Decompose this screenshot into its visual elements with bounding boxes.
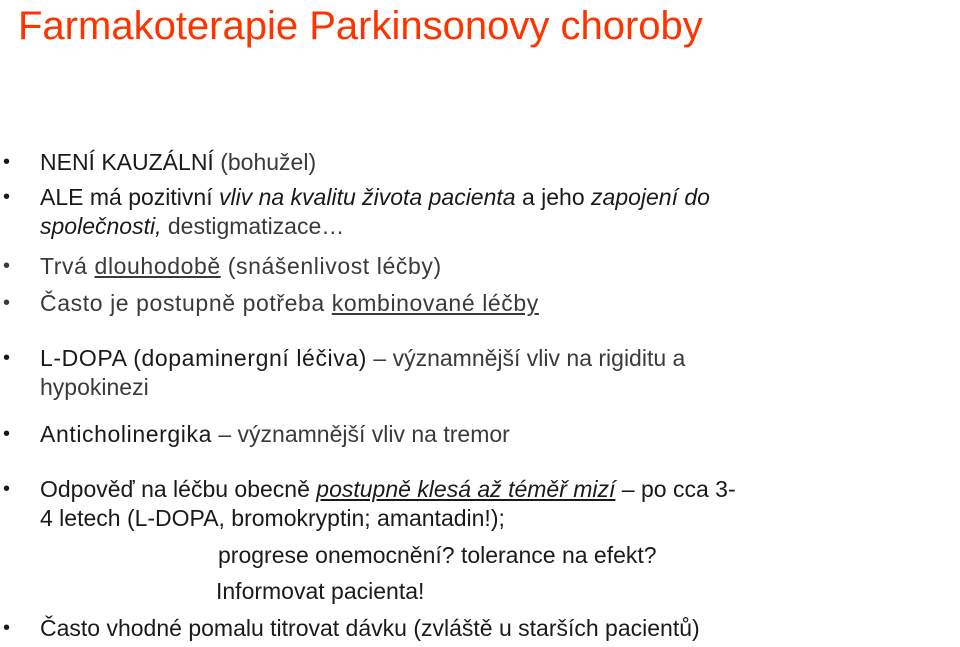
drug-class-label: Anticholinergika [40,421,212,447]
bullet-icon: • [3,423,11,445]
bullet-icon: • [3,617,11,639]
emphasis-text: společnosti, [40,213,162,239]
underlined-text: dlouhodobě [94,253,221,279]
emphasis-text: zapojení do [591,184,710,210]
bullet-icon: • [3,292,11,314]
bullet-icon: • [3,478,11,500]
bullet-text-note: (bohužel) [213,149,317,175]
underlined-emphasis-text: postupně klesá až téměř mizí [316,476,616,502]
bullet-icon: • [3,347,11,369]
bullet-icon: • [3,151,11,173]
bullet-icon: • [3,186,11,208]
drug-class-label: L-DOPA (dopaminergní léčiva) [40,345,368,371]
bullet-icon: • [3,255,11,277]
sub-line-inform-patient: Informovat pacienta! [216,578,425,604]
page-title: Farmakoterapie Parkinsonovy choroby [18,4,703,48]
emphasis-text: vliv na kvalitu života pacienta [218,184,516,210]
bullet-text-strong: NENÍ KAUZÁLNÍ [40,149,214,175]
sub-line-progression: progrese onemocnění? tolerance na efekt? [218,542,657,568]
underlined-text: kombinované léčby [331,290,539,316]
